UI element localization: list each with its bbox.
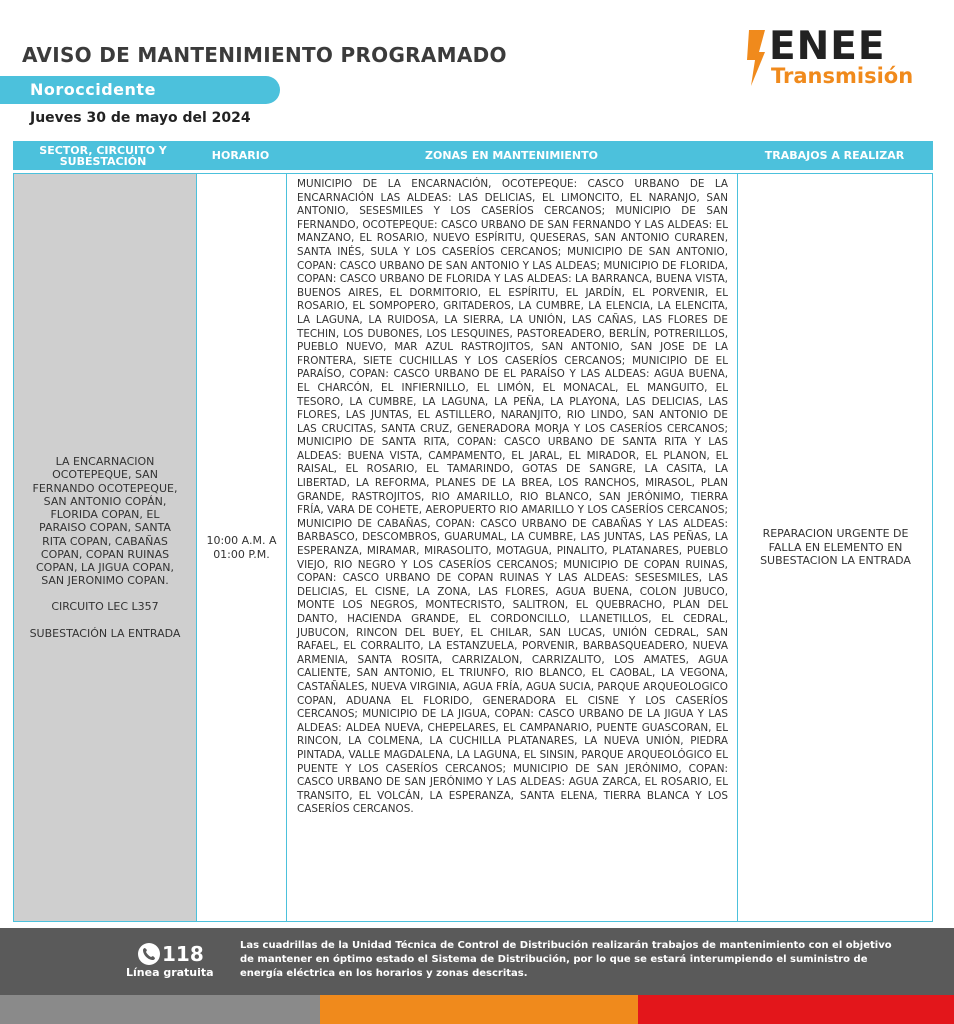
logo-subtitle: Transmisión	[771, 64, 914, 88]
stripe-gray	[0, 995, 320, 1024]
header-zonas: ZONAS EN MANTENIMIENTO	[425, 149, 598, 162]
zonas-cell: MUNICIPIO DE LA ENCARNACIÓN, OCOTEPEQUE: CASCO URBANO DE LA ENCARNACIÓN LAS ALDEAS: LAS DELICIAS, EL LIMONCITO, EL NARANJO, SAN ANTONIO, SESESMILES Y LOS CASERÍOS CERCANOS; MUNICIPIO DE SAN FERNANDO, OCOTEPEQUE: CASCO URBANO DE SAN FERNANDO Y LAS ALDEAS: EL MANZANO, EL ROSARIO, NUEVO ESPÍRITU, QUESERAS, SAN ANTONIO CURAREN, SANTA INÉS, SULA Y LOS CASERÍOS CERCANOS; MUNICIPIO DE SAN ANTONIO, COPAN: CASCO URBANO DE SAN ANTONIO Y LAS ALDEAS; MUNICIPIO DE FLORIDA, COPAN: CASCO URBANO DE FLORIDA Y LAS ALDEAS: LA BARRANCA, BUENA VISTA, BUENOS AIRES, EL DORMITORIO, EL ESPÍRITU, EL JARDÍN, EL PORVENIR, EL ROSARIO, EL SOMPOPERO, GRITADEROS, LA CUMBRE, LA ELENCIA, LA ELENCITA, LA LAGUNA, LA RUIDOSA, LA SIERRA, LA UNIÓN, LAS CAÑAS, LAS FLORES DE TECHIN, LOS DUBONES, LOS LESQUINES, PASTOREADERO, BERLÍN, POTRERILLOS, PUEBLO NUEVO, MAR AZUL RASTROJITOS, SAN ANTONIO, SAN JOSE DE LA FRONTERA, SIETE CUCHILLAS Y LOS CASERÍOS CERCANOS; MUNICIPIO DE EL PARAÍSO, COPAN: CASCO URBANO DE EL PARAÍSO Y LAS ALDEAS: AGUA BUENA, EL CHARCÓN, EL INFIERNILLO, EL LIMÓN, EL MONACAL, EL MANGUITO, EL TESORO, LA CUMBRE, LA LAGUNA, LA PEÑA, LA PLAYONA, LAS DELICIAS, LAS FLORES, LAS JUNTAS, EL ASTILLERO, NARANJITO, RIO LINDO, SAN ANTONIO DE LAS CRUCITAS, SANTA CRUZ, GENERADORA MORJA Y LOS CASERÍOS CERCANOS; MUNICIPIO DE SANTA RITA, COPAN: CASCO URBANO DE SANTA RITA Y LAS ALDEAS: BUENA VISTA, CAMPAMENTO, EL JARAL, EL MIRADOR, EL PLANON, EL RAISAL, EL ROSARIO, EL TAMARINDO, GOTAS DE SANGRE, LA CASITA, LA LIBERTAD, LA REFORMA, PLANES DE LA BREA, LOS RANCHOS, MIRASOL, PLAN GRANDE, RASTROJITOS, RIO AMARILLO, RIO BLANCO, SAN JERÓNIMO, TIERRA FRÍA, VARA DE COHETE, AEROPUERTO RIO AMARILLO Y LOS CASERÍOS CERCANOS; MUNICIPIO DE CABAÑAS, COPAN: CASCO URBANO DE CABAÑAS Y LAS ALDEAS: BARBASCO, DESCOMBROS, GUARUMAL, LA CUMBRE, LAS JUNTAS, LAS PEÑAS, LA ESPERANZA, MIRAMAR, MIRASOLITO, MOTAGUA, PINALITO, PLATANARES, PUEBLO VIEJO, RIO NEGRO Y LOS CASERÍOS CERCANOS; MUNICIPIO DE COPAN RUINAS, COPAN: CASCO URBANO DE COPAN RUINAS Y LAS ALDEAS: SESESMILES, LAS DELICIAS, EL CISNE, LA ZONA, LAS FLORES, AGUA BUENA, COLON JUBUCO, MONTE LOS NEGROS, MONTECRISTO, SALITRON, EL QUEBRACHO, PLAN DEL DANTO, HACIENDA GRANDE, EL CORDONCILLO, LLANETILLOS, EL CEDRAL, JUBUCON, RINCON DEL BUEY, EL CHILAR, SAN LUCAS, UNIÓN CEDRAL, SAN RAFAEL, EL CORRALITO, LA ESTANZUELA, PORVENIR, BARBASQUEADERO, NUEVA ARMENIA, SANTA ROSITA, CARRIZALON, CARRIZALITO, LOS AMATES, AGUA CALIENTE, SAN ANTONIO, EL TRIUNFO, RIO BLANCO, EL CAOBAL, LA VEGONA, CASTAÑALES, NUEVA VIRGINIA, AGUA FRÍA, AGUA SUCIA, PARQUE ARQUEOLOGICO COPAN, ADUANA EL FLORIDO, GENERADORA EL CISNE Y LOS CASERÍOS CERCANOS; MUNICIPIO DE LA JIGUA, COPAN: CASCO URBANO DE LA JIGUA Y LAS ALDEAS: ALDEA NUEVA, CHEPELARES, EL CAMPANARIO, PUENTE GUASCORAN, EL RINCON, LA COLMENA, LA CUCHILLA PLATANARES, LA NUEVA UNIÓN, PIEDRA PINTADA, VALLE MAGDALENA, LA LAGUNA, EL SINSIN, PARQUE ARQUEOLÓGICO EL PUENTE Y LOS CASERÍOS CERCANOS; MUNICIPIO DE SAN JERÓNIMO, COPAN: CASCO URBANO DE SAN JERÓNIMO Y LAS ALDEAS: AGUA ZARCA, EL ROSARIO, EL TRANSITO, EL VOLCÁN, LA ESPERANZA, SANTA ELENA, TIERRA BLANCA Y LOS CASERÍOS CERCANOS.	[287, 174, 738, 921]
date-label: Jueves 30 de mayo del 2024	[30, 110, 251, 126]
phone-number[interactable]: 118	[162, 942, 204, 966]
region-label: Noroccidente	[30, 80, 156, 99]
phone-icon	[138, 943, 160, 965]
header-horario: HORARIO	[211, 149, 270, 162]
horario-cell: 10:00 A.M. A 01:00 P.M.	[197, 174, 287, 921]
substation-text: SUBESTACIÓN LA ENTRADA	[29, 626, 181, 640]
table-header	[13, 141, 933, 170]
circuit-text: CIRCUITO LEC L357	[51, 600, 159, 614]
enee-logo	[745, 26, 930, 90]
stripe-orange	[320, 995, 638, 1024]
footer-notice: Las cuadrillas de la Unidad Técnica de Control de Distribución realizarán trabajos de mantenimiento con el objetivo de mantener en óptimo estado el Sistema de Distribución, por lo que se estará interumpiendo el suministro de energía eléctrica en los horarios y zonas descritas.	[240, 940, 892, 979]
header-trabajos: TRABAJOS A REALIZAR	[764, 149, 905, 162]
header-sector: SECTOR, CIRCUITO Y SUBESTACIÓN	[39, 143, 167, 168]
stripe-red	[638, 995, 954, 1024]
page-title: AVISO DE MANTENIMIENTO PROGRAMADO	[22, 43, 507, 67]
table-row	[13, 173, 933, 922]
sector-cell	[14, 174, 197, 921]
logo-word: ENEE	[769, 24, 886, 69]
phone-label: Línea gratuita	[126, 966, 214, 979]
sector-text: LA ENCARNACION OCOTEPEQUE, SAN FERNANDO OCOTEPEQUE, SAN ANTONIO COPÁN, FLORIDA COPAN, EL PARAISO COPAN, SANTA RITA COPAN, CABAÑAS COPAN, COPAN RUINAS COPAN, LA JIGUA COPAN, SAN JERONIMO COPAN.	[32, 455, 178, 588]
lightning-bolt-icon	[745, 30, 767, 86]
trabajos-cell: REPARACION URGENTE DE FALLA EN ELEMENTO EN SUBESTACION LA ENTRADA	[760, 527, 911, 568]
